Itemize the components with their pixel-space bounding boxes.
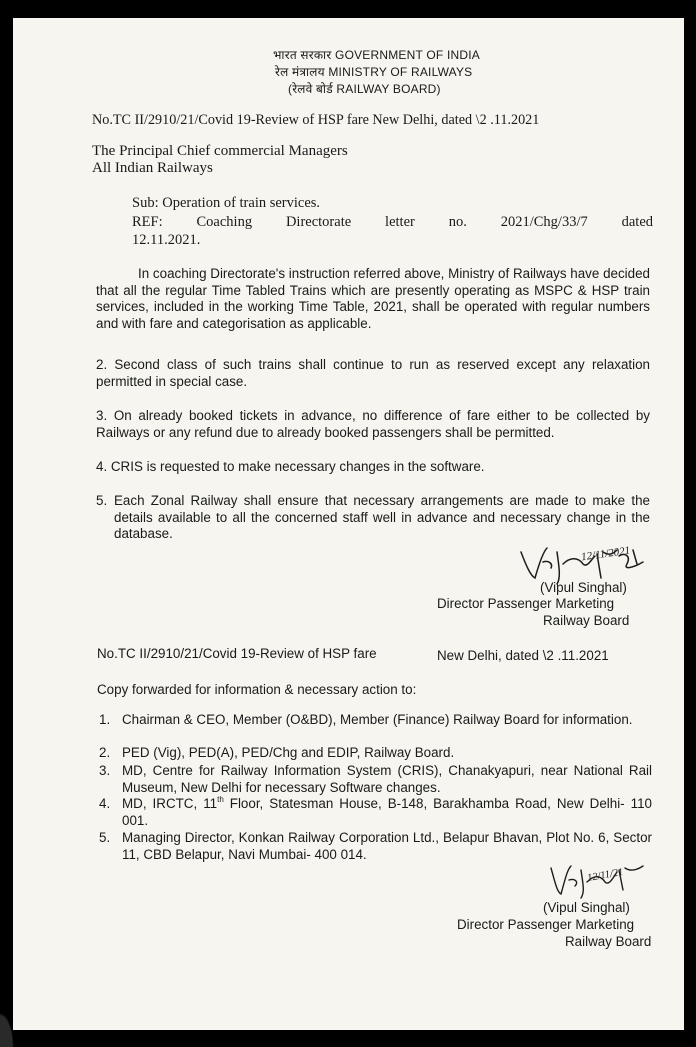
reference-line-2: 12.11.2021.: [132, 232, 201, 248]
paragraph-5: Each Zonal Railway shall ensure that necessary arrangements are made to make the details available to all the concerned staff well in advance and necessary change in the database.: [114, 493, 650, 541]
copy-item-3: MD, Centre for Railway Information System (CRIS), Chanakyapuri, near National Rail Museum, New Delhi for necessary Software changes.: [122, 763, 652, 795]
signature-1-date: 12/11/2021: [580, 544, 631, 564]
copy-item-3-number: 3.: [99, 763, 111, 778]
addressee-line-2: All Indian Railways: [92, 160, 213, 176]
letter-reference-number: No.TC II/2910/21/Covid 19-Review of HSP fare New Delhi, dated \2 .11.2021: [92, 112, 540, 128]
copy-item-4-text-b: Floor, Statesman House, B-148, Barakhamba Road, New Delhi- 110 001.: [122, 796, 652, 828]
header-line-1: [273, 46, 480, 63]
reference-line-1: REF: Coaching Directorate letter no. 2021/Chg/33/7 dated: [132, 214, 653, 230]
paragraph-3: 3. On already booked tickets in advance, no difference of fare either to be collected by Railways or any refund due to already booked passengers shall be permitted.: [96, 408, 650, 440]
header-hindi-1: भारत सरकार: [273, 48, 332, 62]
copy-item-4: [122, 796, 652, 829]
signer-1-title: Director Passenger Marketing: [437, 596, 615, 611]
header-line-2: [275, 63, 472, 80]
paragraph-2: 2. Second class of such trains shall continue to run as reserved except any relaxation permitted in special case.: [96, 357, 650, 389]
copy-item-5-number: 5.: [99, 830, 111, 845]
copy-reference-number: No.TC II/2910/21/Covid 19-Review of HSP fare: [97, 646, 377, 661]
paragraph-4: 4. CRIS is requested to make necessary changes in the software.: [96, 459, 485, 474]
paragraph-5-number: 5.: [96, 493, 108, 508]
header-en-1: GOVERNMENT OF INDIA: [335, 48, 480, 62]
signer-2-org: Railway Board: [565, 934, 652, 949]
header-hindi-2: रेल मंत्रालय: [275, 65, 325, 79]
paragraph-1: In coaching Directorate's instruction referred above, Ministry of Railways have decided that all the regular Time Tabled Trains which are presently operating as MSPC & HSP train services, included in the working Time Table, 2021, shall be operated with regular numbers and with fare and categorisation as applicable.: [96, 266, 650, 331]
signature-2-date: 12/11/21: [586, 866, 625, 885]
copy-item-1-number: 1.: [99, 712, 111, 727]
addressee-line-1: The Principal Chief commercial Managers: [92, 143, 348, 159]
subject-line: Sub: Operation of train services.: [132, 195, 321, 211]
copy-item-1: Chairman & CEO, Member (O&BD), Member (Finance) Railway Board for information.: [122, 712, 633, 727]
copy-item-2: PED (Vig), PED(A), PED/Chg and EDIP, Railway Board.: [122, 745, 455, 760]
signer-2-title: Director Passenger Marketing: [457, 917, 635, 932]
signer-1-name: (Vipul Singhal): [540, 580, 627, 595]
signature-2: [545, 858, 655, 903]
copy-item-4-number: 4.: [99, 796, 111, 811]
copy-item-2-number: 2.: [99, 745, 111, 760]
copy-intro: Copy forwarded for information & necessary action to:: [97, 682, 417, 697]
copy-item-5: Managing Director, Konkan Railway Corporation Ltd., Belapur Bhavan, Plot No. 6, Sector 11, CBD Belapur, Navi Mumbai- 400 014.: [122, 830, 652, 862]
header-line-3: [288, 80, 441, 97]
header-hindi-3: (रेलवे बोर्ड: [288, 82, 333, 96]
signer-1-org: Railway Board: [543, 613, 630, 628]
header-en-3: RAILWAY BOARD): [336, 82, 441, 96]
copy-item-4-superscript: th: [217, 795, 224, 804]
photo-corner-shadow: [0, 1007, 16, 1047]
document-page: [13, 18, 684, 1030]
signer-2-name: (Vipul Singhal): [543, 900, 630, 915]
copy-item-4-text-a: MD, IRCTC, 11: [122, 796, 218, 811]
copy-dated: New Delhi, dated \2 .11.2021: [437, 648, 609, 663]
header-en-2: MINISTRY OF RAILWAYS: [328, 65, 473, 79]
